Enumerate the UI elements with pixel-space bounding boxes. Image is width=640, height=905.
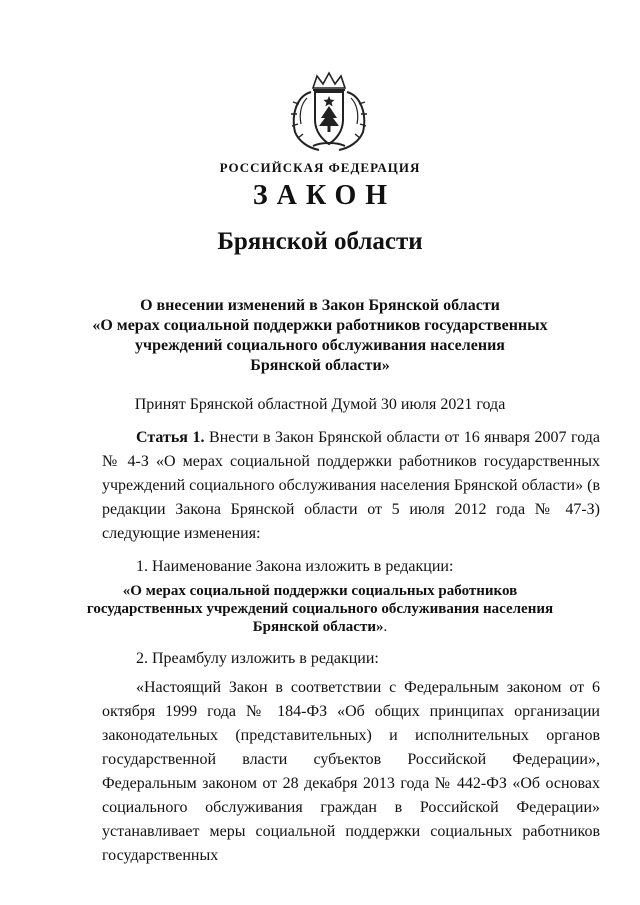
article-label: Статья 1. [136,429,205,446]
new-law-title [0,582,640,636]
subject-line: «О мерах социальной поддержки работников государственных [92,317,548,334]
article-1-paragraph [102,426,600,546]
new-title-line-tail: . [383,619,388,635]
new-title-line [0,618,640,636]
country-name: РОССИЙСКАЯ ФЕДЕРАЦИЯ [219,160,421,175]
bryansk-oblast-coat-of-arms-icon [285,70,373,152]
document-type-title: ЗАКОН [252,180,397,211]
article-text: Внести в Закон Брянской области от 16 января 2007 года № 4-З «О мерах социальной поддержки работников государственных учреждений социального обслуживания населения Брянской области» (в редакции Закона Брянской области от 5 июля 2012 года № 47-З) следующие изменения: [102,429,600,542]
adoption-statement: Принят Брянской областной Думой 30 июля 2021 года [134,396,506,413]
law-subject [0,296,640,376]
new-title-line: государственных учреждений социального обслуживания населения [86,601,554,617]
amendment-item-1: 1. Наименование Закона изложить в редакции: [136,558,454,575]
subject-line: Брянской области» [250,357,390,374]
subject-line: учреждений социального обслуживания населения [135,337,505,354]
new-title-line: «О мерах социальной поддержки социальных работников [122,583,518,599]
new-title-line-bold: Брянской области» [252,619,384,635]
preamble-paragraph: «Настоящий Закон в соответствии с Федеральным законом от 6 октября 1999 года № 184-ФЗ «Об общих принципах организации законодательных (представительных) и исполнительных органов государственной власти субъектов Российской Федерации», Федеральным законом от 28 декабря 2013 года № 442-ФЗ «Об основах социального обслуживания граждан в Российской Федерации» устанавливает меры социальной поддержки социальных работников государственных [102,679,600,864]
amendment-item-2: 2. Преамбулу изложить в редакции: [136,650,379,667]
subject-line: О внесении изменений в Закон Брянской области [140,297,500,314]
region-title: Брянской области [217,228,423,255]
